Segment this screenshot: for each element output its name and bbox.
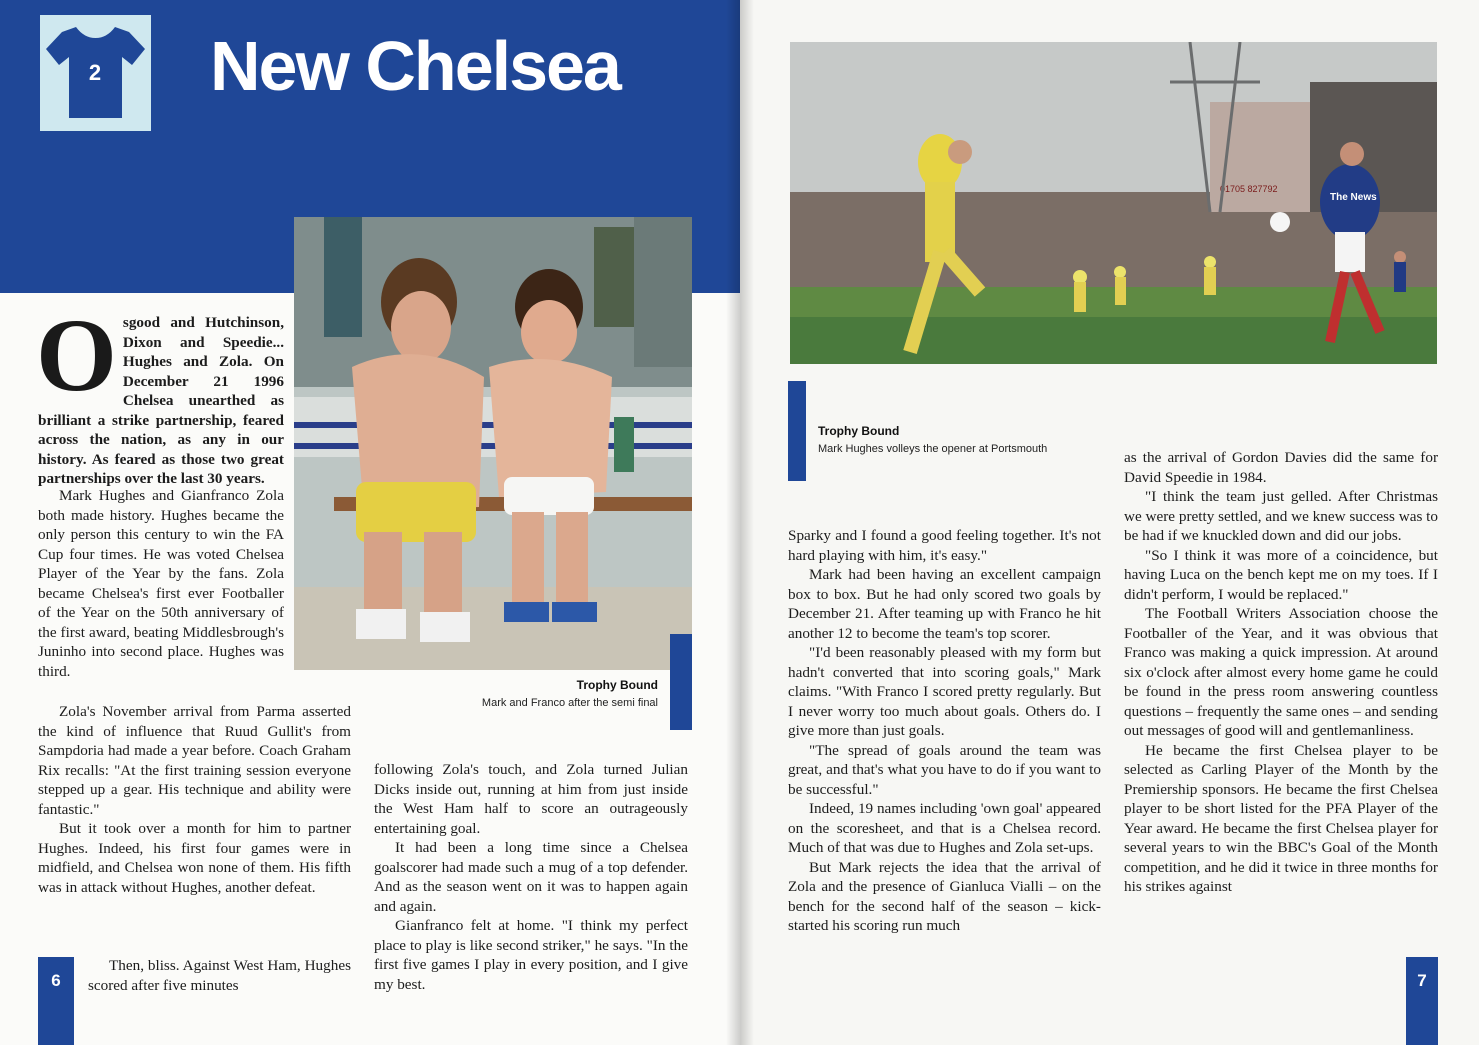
column-1-upper <box>38 486 284 681</box>
caption-accent-bar <box>670 634 692 730</box>
caption-text: Mark Hughes volleys the opener at Portsmouth <box>818 443 1048 455</box>
chapter-number: 2 <box>88 60 102 85</box>
paragraph: Mark had been having an excellent campaign box to box. But he had only scored two goals by December 21. After teaming up with Franco he hit another 12 to become the team's top scorer. <box>788 566 1101 642</box>
column-1-lower <box>38 702 351 897</box>
intro-text: sgood and Hutchinson, Dixon and Speedie... Hughes and Zola. On December 21 1996 Chelsea unearthed as brilliant a strike partnership, feared across the nation, as any in our history. As feared as those two great partnerships over the last 30 years. <box>38 314 284 487</box>
dressing-room-photo <box>294 217 692 670</box>
caption-text: Mark and Franco after the semi final <box>481 697 658 709</box>
photo-caption-left <box>482 678 658 709</box>
column-1-end <box>88 956 351 995</box>
paragraph: But Mark rejects the idea that the arrival of Zola and the presence of Gianluca Vialli – on the bench for the second half of the season – kick-started his scoring run much <box>788 858 1101 934</box>
chapter-title: New Chelsea <box>210 27 620 105</box>
intro-text-block <box>36 298 284 489</box>
page-number-right: 7 <box>1406 957 1438 1045</box>
paragraph: "So I think it was more of a coincidence, but having Luca on the bench kept me on my toes. If I didn't perform, I would be replaced." <box>1124 546 1438 603</box>
book-gutter <box>726 0 754 1045</box>
paragraph: It had been a long time since a Chelsea goalscorer had made such a mug of a top defender. And as the season went on it was to happen again and again. <box>374 839 688 915</box>
shirt-sponsor-text: The News <box>1330 192 1377 203</box>
drop-cap: O <box>36 298 117 413</box>
paragraph: "I think the team just gelled. After Christmas we were pretty settled, and we knew success was to be had if we knuckled down and did our jobs. <box>1124 488 1438 544</box>
paragraph: "The spread of goals around the team was great, and that's what you have to do if you want to be successful." <box>788 741 1101 798</box>
match-photo <box>790 42 1437 364</box>
paragraph: But it took over a month for him to partner Hughes. Indeed, his first four games were in midfield, and Chelsea won none of them. His fifth was in attack without Hughes, another defeat. <box>38 820 351 896</box>
paragraph: following Zola's touch, and Zola turned Julian Dicks inside out, running at him from just inside the West Ham half to score an outrageously entertaining goal. <box>374 761 688 837</box>
caption-title: Trophy Bound <box>818 424 900 438</box>
paragraph: Mark Hughes and Gianfranco Zola both made history. Hughes became the only person this century to win the FA Cup four times. He was voted Chelsea Player of the Year by the fans. Zola became Chelsea's first ever Footballer of the Year on the 50th anniversary of the first award, beating Middlesbrough's Juninho into second place. Hughes was third. <box>38 487 284 680</box>
paragraph: Sparky and I found a good feeling together. It's not hard playing with him, it's easy." <box>788 527 1101 564</box>
paragraph: "I'd been reasonably pleased with my form but hadn't converted that into scoring goals," Mark claims. "With Franco I scored pretty regularly. But I never worry too much about goals. Others do. I give more than just goals. <box>788 644 1101 739</box>
caption-title: Trophy Bound <box>576 678 658 692</box>
advertising-board-text: 01705 827792 <box>1220 184 1278 194</box>
photo-caption-right <box>818 424 1047 455</box>
right-page <box>740 0 1479 1045</box>
paragraph: Gianfranco felt at home. "I think my perfect place to play is like second striker," he says. "In the first five games I play in every position, and I give my best. <box>374 917 688 993</box>
column-4 <box>1124 448 1438 897</box>
paragraph: He became the first Chelsea player to be selected as Carling Player of the Month by the Premiership sponsors. He became the first Chelsea player to be short listed for the PFA Player of the Year award. He became the first Chelsea player for several years to win the BBC's Goal of the Month competition, and he did it twice in three months for his strikes against <box>1124 741 1438 895</box>
page-number-left: 6 <box>38 957 74 1045</box>
paragraph: as the arrival of Gordon Davies did the same for David Speedie in 1984. <box>1124 449 1438 486</box>
column-3 <box>788 526 1101 936</box>
chapter-badge <box>40 15 151 131</box>
paragraph: Indeed, 19 names including 'own goal' appeared on the scoresheet, and that is a Chelsea record. Much of that was due to Hughes and Zola set-ups. <box>788 800 1101 856</box>
paragraph: The Football Writers Association choose the Footballer of the Year, and it was obvious that Franco was making a quick impression. At around six o'clock after almost every home game he could be found in the press room answering countless questions – frequently the same ones – and sending out messages of good will and gentlemanliness. <box>1124 605 1438 739</box>
paragraph: Zola's November arrival from Parma asserted the kind of influence that Ruud Gullit's from Sampdoria had made a year before. Coach Graham Rix recalls: "At the first training session everyone stepped up a gear. His technique and ability were fantastic." <box>38 703 351 818</box>
column-2 <box>374 760 688 994</box>
caption-accent-bar <box>788 381 806 481</box>
paragraph: Then, bliss. Against West Ham, Hughes scored after five minutes <box>88 957 351 994</box>
intro-paragraph <box>36 298 284 489</box>
